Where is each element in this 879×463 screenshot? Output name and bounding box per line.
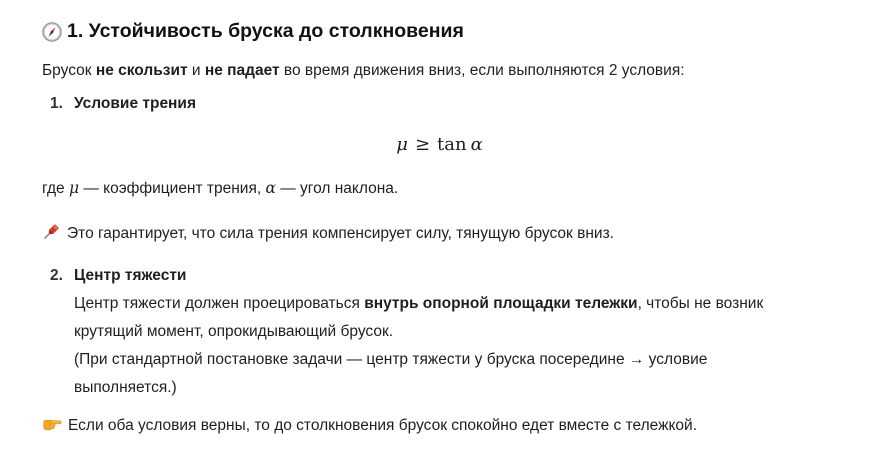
conclusion [42,414,697,436]
condition-1-title: Условие трения [74,95,196,112]
cond2-l1-pre: Центр тяжести должен проецироваться [74,295,365,312]
condition-2-title: Центр тяжести [74,267,187,284]
formula-alpha: α [470,134,483,155]
definitions-line [42,178,398,199]
condition-2-line-3: (При стандартной постановке задачи — центр тяжести у бруска посередине → условие [74,351,708,368]
where-post: — угол наклона. [275,180,399,197]
section-title: 1. Устойчивость бруска до столкновения [67,20,464,42]
condition-2-line-4: выполняется.) [74,379,177,396]
formula-relation: ≥ [414,134,431,155]
cond2-l1-bold: внутрь опорной площадки тележки [364,295,638,312]
conclusion-text: Если оба условия верны, то до столкновения брусок спокойно едет вместе с тележкой. [68,417,698,434]
where-mu: μ [68,179,80,197]
pushpin-icon [42,222,61,241]
section-heading [42,20,464,43]
intro-bold-1: не скользит [95,62,188,79]
cond2-l1-post: , чтобы не возник [637,295,764,312]
intro-pre: Брусок [42,62,96,79]
pointing-hand-icon [42,414,62,433]
compass-icon [42,22,62,42]
intro-mid: и [187,62,205,79]
condition-1-number: 1. [50,95,63,112]
pin-note [42,222,614,244]
where-pre: где [42,180,69,197]
intro-post: во время движения вниз, если выполняются 2 условия: [279,62,685,79]
where-alpha: α [265,179,276,197]
intro-paragraph [42,61,685,81]
condition-1-heading [50,94,63,114]
formula-mu: μ [396,134,408,155]
condition-2-line-1 [74,294,763,314]
pin-note-text: Это гарантирует, что сила трения компенсирует силу, тянущую брусок вниз. [67,225,614,242]
where-mid: — коэффициент трения, [79,180,266,197]
formula-function: tan [437,134,467,155]
condition-2-line-2: крутящий момент, опрокидывающий брусок. [74,323,394,340]
condition-2-number: 2. [50,267,63,284]
condition-2-heading [50,266,63,286]
intro-bold-2: не падает [204,62,280,79]
friction-formula [0,133,879,156]
